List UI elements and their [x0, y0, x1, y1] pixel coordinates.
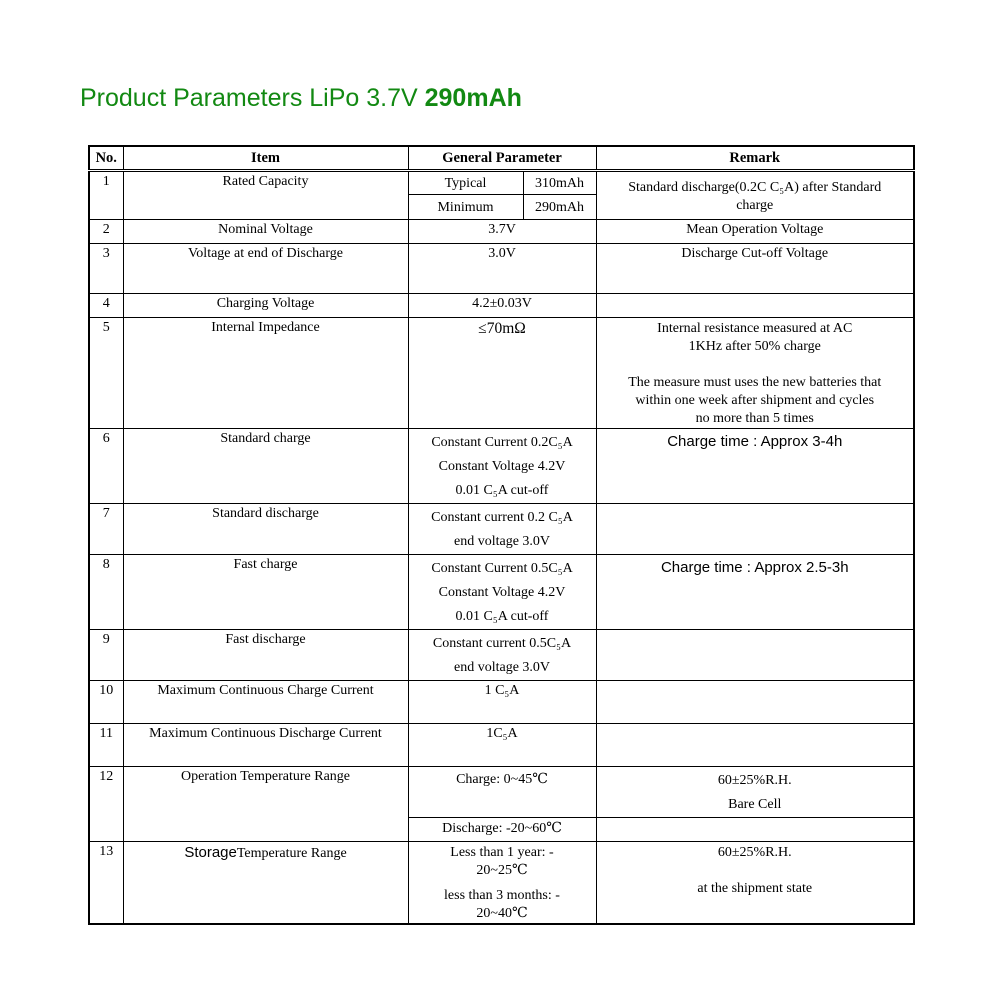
table-row-3 [89, 244, 914, 294]
text-line: 1KHz after 50% charge [688, 339, 821, 354]
table-row-12 [89, 767, 914, 818]
row5-item: Internal Impedance [123, 318, 408, 429]
row5-general-parameter: ≤70mΩ [408, 318, 596, 429]
row13-item [123, 842, 408, 925]
table-header-row [89, 146, 914, 171]
row13-gp-months [411, 887, 594, 923]
text-line: 60±25%R.H. [717, 845, 792, 860]
text-line: charge [736, 197, 774, 213]
text-line: Constant current 0.2 C₅A [431, 510, 573, 525]
table-row-7 [89, 504, 914, 555]
text-line: end voltage 3.0V [453, 660, 551, 675]
text-line: 20~40℃ [476, 906, 528, 921]
row3-remark: Discharge Cut-off Voltage [596, 244, 914, 294]
row4-general-parameter: 4.2±0.03V [408, 294, 596, 318]
text-line: Less than 1 year: - [450, 845, 554, 860]
text-line: Bare Cell [728, 797, 782, 812]
table-row-2 [89, 220, 914, 244]
row10-remark [596, 681, 914, 724]
row11-general-parameter: 1C₅A [408, 724, 596, 767]
row10-general-parameter: 1 C₅A [408, 681, 596, 724]
row13-gp-year [411, 844, 594, 880]
row1-item: Rated Capacity [123, 171, 408, 220]
table-row-11 [89, 724, 914, 767]
row8-general-parameter [408, 555, 596, 630]
row12-charge-parameter: Charge: 0~45℃ [408, 767, 596, 818]
row7-general-parameter [408, 504, 596, 555]
text-line: Constant Voltage 4.2V [438, 459, 566, 474]
row11-item: Maximum Continuous Discharge Current [123, 724, 408, 767]
row2-no: 2 [89, 220, 123, 244]
row3-no: 3 [89, 244, 123, 294]
row8-no: 8 [89, 555, 123, 630]
text-line: Standard discharge(0.2C C₅A) after Standard [628, 179, 882, 195]
row11-no: 11 [89, 724, 123, 767]
row7-item: Standard discharge [123, 504, 408, 555]
row12-charge-remark [596, 767, 914, 818]
row5-remark [596, 318, 914, 429]
row11-remark [596, 724, 914, 767]
row13-remark [596, 842, 914, 925]
row5-no: 5 [89, 318, 123, 429]
row1-minimum-label: Minimum [408, 195, 523, 220]
table-row-4 [89, 294, 914, 318]
text-line: The measure must uses the new batteries that [628, 375, 882, 390]
row3-item: Voltage at end of Discharge [123, 244, 408, 294]
table-row-10 [89, 681, 914, 724]
row13-no: 13 [89, 842, 123, 925]
text-line: 0.01 C₅A cut-off [455, 483, 549, 498]
row8-item: Fast charge [123, 555, 408, 630]
row8-remark: Charge time : Approx 2.5-3h [596, 555, 914, 630]
row1-minimum-value: 290mAh [523, 195, 596, 220]
text-line: Constant Voltage 4.2V [438, 585, 566, 600]
text-line: Constant Current 0.5C₅A [431, 561, 573, 576]
text-line: at the shipment state [697, 881, 813, 896]
text-line: Constant Current 0.2C₅A [431, 435, 573, 450]
text-line [599, 356, 912, 374]
row12-no: 12 [89, 767, 123, 842]
row6-no: 6 [89, 429, 123, 504]
text-line: no more than 5 times [695, 411, 814, 426]
table-row-9 [89, 630, 914, 681]
row2-general-parameter: 3.7V [408, 220, 596, 244]
row6-general-parameter [408, 429, 596, 504]
table-row-8 [89, 555, 914, 630]
row9-no: 9 [89, 630, 123, 681]
col-header-remark: Remark [596, 146, 914, 171]
row13-item-storage: Storage [184, 844, 237, 861]
row2-remark: Mean Operation Voltage [596, 220, 914, 244]
text-line: 20~25℃ [476, 863, 528, 878]
text-line [599, 862, 912, 880]
row9-general-parameter [408, 630, 596, 681]
row12-item: Operation Temperature Range [123, 767, 408, 842]
col-header-general-parameter: General Parameter [408, 146, 596, 171]
row1-no: 1 [89, 171, 123, 220]
row1-remark [596, 171, 914, 220]
row9-item: Fast discharge [123, 630, 408, 681]
text-line: Constant current 0.5C₅A [432, 636, 572, 651]
row1-typical-label: Typical [408, 171, 523, 195]
row13-general-parameter [408, 842, 596, 925]
row10-no: 10 [89, 681, 123, 724]
page-title-capacity: 290mAh [424, 84, 522, 112]
row12-discharge-remark [596, 818, 914, 842]
row6-remark: Charge time : Approx 3-4h [596, 429, 914, 504]
text-line: less than 3 months: - [444, 888, 560, 903]
text-line: Internal resistance measured at AC [657, 321, 853, 336]
text-line: 60±25%R.H. [717, 773, 792, 788]
row6-item: Standard charge [123, 429, 408, 504]
parameters-table [88, 145, 915, 925]
table-row-1 [89, 171, 914, 195]
row1-typical-value: 310mAh [523, 171, 596, 195]
text-line: 0.01 C₅A cut-off [455, 609, 549, 624]
row4-no: 4 [89, 294, 123, 318]
col-header-no: No. [89, 146, 123, 171]
page-title [80, 84, 522, 112]
row9-remark [596, 630, 914, 681]
row4-remark [596, 294, 914, 318]
row7-no: 7 [89, 504, 123, 555]
row4-item: Charging Voltage [123, 294, 408, 318]
col-header-item: Item [123, 146, 408, 171]
text-line: end voltage 3.0V [453, 534, 551, 549]
table-row-13 [89, 842, 914, 925]
text-line: within one week after shipment and cycles [635, 393, 875, 408]
row2-item: Nominal Voltage [123, 220, 408, 244]
table-row-6 [89, 429, 914, 504]
table-row-5 [89, 318, 914, 429]
row3-general-parameter: 3.0V [408, 244, 596, 294]
page-title-text: Product Parameters LiPo 3.7V [80, 84, 425, 112]
row10-item: Maximum Continuous Charge Current [123, 681, 408, 724]
row12-discharge-parameter: Discharge: -20~60℃ [408, 818, 596, 842]
row7-remark [596, 504, 914, 555]
row13-item-rest: Temperature Range [236, 846, 347, 861]
